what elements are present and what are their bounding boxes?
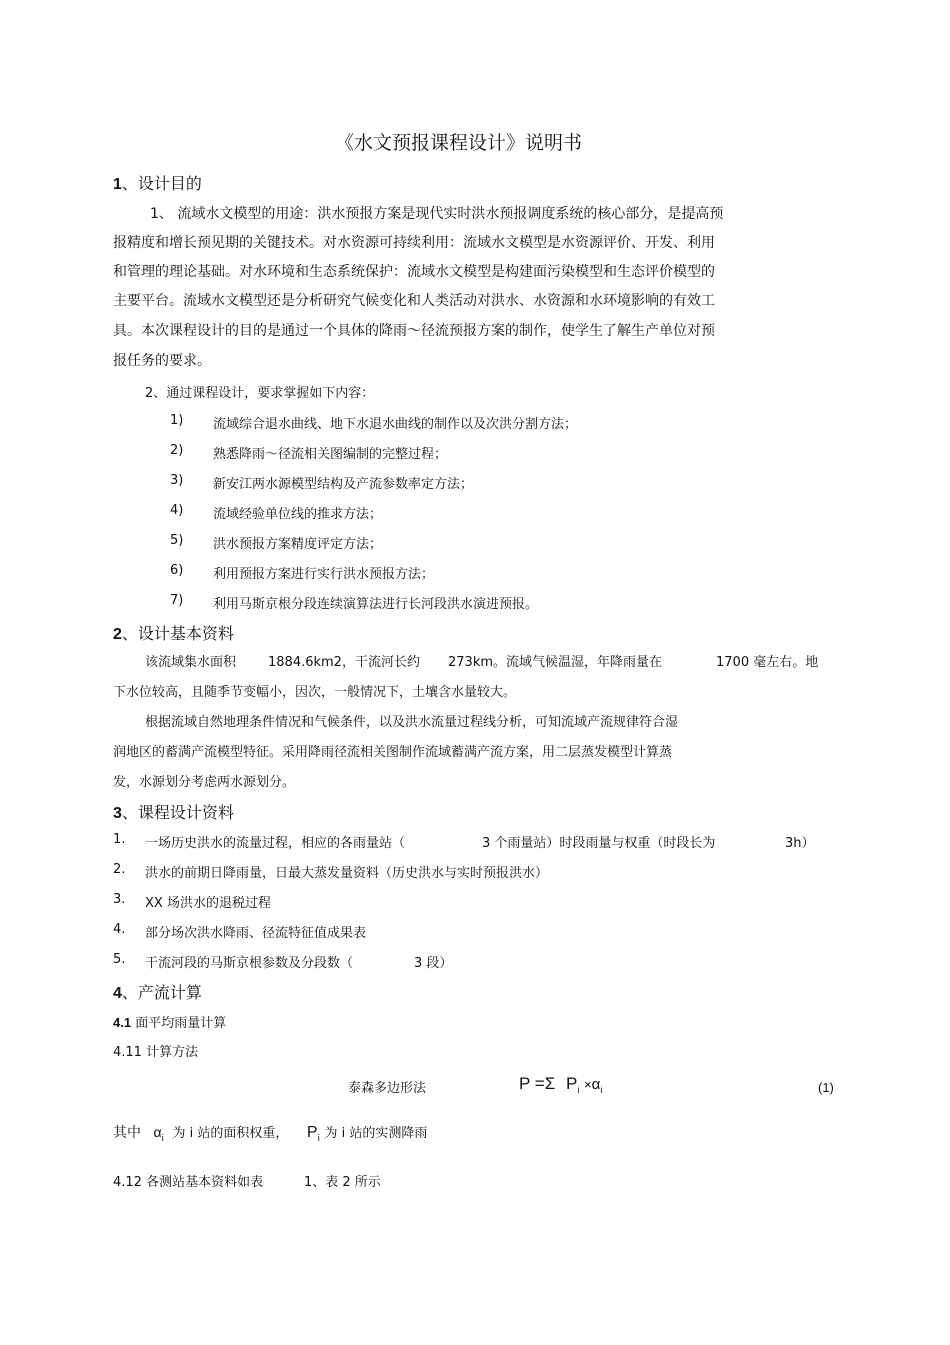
sec3-item-5-part-2: 3 段） (414, 956, 453, 971)
formula-times: × (584, 1077, 592, 1092)
sec1-item1-line-6: 报任务的要求。 (113, 353, 211, 369)
section-4-number: 4 (113, 985, 122, 1002)
subsection-4-1 (113, 1012, 226, 1031)
section-1-heading (113, 171, 202, 194)
where-p: P (306, 1124, 318, 1141)
sec1-item1-line-4: 主要平台。流域水文模型还是分析研究气候变化和人类活动对洪水、水资源和水环境影响的有效工 (113, 293, 715, 309)
formula-p: P (565, 1074, 578, 1093)
sec2-p2-line-1: 根据流域自然地理条件情况和气候条件，以及洪水流量过程线分析，可知流域产流规律符合湿 (145, 715, 679, 730)
list-item-1-number: 1) (170, 413, 184, 428)
sec2-p1-part-3: 273km。流域气候温湿，年降雨量在 (448, 655, 663, 670)
list-item-7-number: 7) (170, 593, 184, 608)
list-item-2-number: 2) (170, 443, 184, 458)
where-alpha-subscript: i (161, 1134, 165, 1144)
formula (519, 1074, 602, 1094)
list-item-5-text: 洪水预报方案精度评定方法； (213, 537, 383, 552)
document-title: 《水文预报课程设计》说明书 (335, 132, 583, 154)
sec3-item-3-number: 3. (113, 892, 126, 907)
sec1-item1-line-5: 具。本次课程设计的目的是通过一个具体的降雨～径流预报方案的制作，使学生了解生产单位对预 (113, 323, 715, 339)
formula-alpha: α (591, 1076, 601, 1093)
sec3-item-4-number: 4. (113, 922, 126, 937)
sec1-item1-line-1: 1、 流域水文模型的用途：洪水预报方案是现代实时洪水预报调度系统的核心部分，是提高预 (150, 206, 724, 222)
subsection-4-12-part-1: 4.12 各测站基本资料如表 (113, 1175, 264, 1190)
list-item-2-text: 熟悉降雨～径流相关图编制的完整过程； (213, 447, 448, 462)
sec2-p1-line-2: 下水位较高，且随季节变幅小，因次，一般情况下，土壤含水量较大。 (113, 685, 517, 700)
section-1-title: 、设计目的 (121, 174, 202, 193)
list-item-4-number: 4) (170, 503, 184, 518)
list-item-7-text: 利用马斯京根分段连续演算法进行长河段洪水演进预报。 (213, 597, 539, 612)
where-alpha: α (153, 1124, 162, 1140)
sec2-p2-line-3: 发，水源划分考虑两水源划分。 (113, 775, 296, 790)
where-p-subscript: i (317, 1134, 321, 1144)
sec3-item-3-text: XX 场洪水的退税过程 (145, 896, 271, 911)
list-item-6-text: 利用预报方案进行实行洪水预报方法； (213, 567, 435, 582)
where-p-desc: 为 i 站的实测降雨 (324, 1126, 428, 1141)
sec2-p1-part-2: 1884.6km2，干流河长约 (268, 655, 420, 670)
section-1-number: 1 (113, 176, 122, 193)
sec3-item-1-part-1: 一场历史洪水的流量过程，相应的各雨量站（ (145, 836, 406, 851)
formula-p-subscript: i (577, 1085, 580, 1095)
sec2-p1-part-4: 1700 毫左右。地 (716, 655, 819, 670)
subsection-4-1-number: 4.1 (113, 1015, 132, 1030)
list-item-3-number: 3) (170, 473, 184, 488)
sec2-p2-line-2: 润地区的蓄满产流模型特征。采用降雨径流相关图制作流域蓄满产流方案，用二层蒸发模型计算蒸 (113, 745, 673, 760)
formula-equals: = (534, 1074, 545, 1093)
sec1-item1-line-3: 和管理的理论基础。对水环境和生态系统保护：流域水文模型是构建面污染模型和生态评价模型的 (113, 264, 715, 280)
section-3-heading (113, 800, 234, 823)
sec3-item-2-number: 2. (113, 862, 126, 877)
section-4-title: 、产流计算 (121, 983, 202, 1002)
list-item-5-number: 5) (170, 533, 184, 548)
list-item-1-text: 流域综合退水曲线、地下水退水曲线的制作以及次洪分割方法； (213, 417, 578, 432)
where-line (113, 1122, 427, 1142)
section-3-number: 3 (113, 805, 122, 822)
sec3-item-1-part-2: 3 个雨量站）时段雨量与权重（时段长为 (482, 836, 716, 851)
sec3-item-1-number: 1. (113, 832, 126, 847)
equation-number: (1) (818, 1080, 834, 1095)
formula-alpha-subscript: i (600, 1085, 603, 1095)
method-label: 泰森多边形法 (348, 1081, 427, 1096)
section-4-heading (113, 980, 202, 1003)
subsection-4-11: 4.11 计算方法 (113, 1045, 199, 1060)
list-item-6-number: 6) (170, 563, 184, 578)
sec3-item-4-text: 部分场次洪水降雨、径流特征值成果表 (145, 926, 367, 941)
where-alpha-desc: 为 i 站的面积权重， (172, 1126, 289, 1141)
where-prefix: 其中 (113, 1125, 141, 1141)
sec3-item-5-part-1: 干流河段的马斯京根参数及分段数（ (145, 956, 354, 971)
list-item-4-text: 流域经验单位线的推求方法； (213, 507, 383, 522)
sec1-item1-line-2: 报精度和增长预见期的关键技术。对水资源可持续利用：流域水文模型是水资源评价、开发、利用 (113, 235, 715, 251)
sec3-item-1-part-3: 3h） (785, 836, 815, 851)
sec3-item-2-text: 洪水的前期日降雨量，日最大蒸发量资料（历史洪水与实时预报洪水） (145, 866, 549, 881)
section-2-heading (113, 621, 234, 644)
subsection-4-1-title: 面平均雨量计算 (135, 1016, 227, 1031)
sec3-item-5-number: 5. (113, 952, 126, 967)
section-2-number: 2 (113, 626, 122, 643)
formula-sigma: Σ (544, 1074, 556, 1093)
section-2-title: 、设计基本资料 (121, 624, 234, 643)
list-item-3-text: 新安江两水源模型结构及产流参数率定方法； (213, 477, 474, 492)
sec2-p1-part-1: 该流域集水面积 (145, 655, 237, 670)
formula-lhs: P (519, 1074, 531, 1093)
subsection-4-12-part-2: 1、表 2 所示 (304, 1175, 381, 1190)
sec1-item2: 2、通过课程设计，要求掌握如下内容： (145, 386, 375, 401)
section-3-title: 、课程设计资料 (121, 803, 234, 822)
